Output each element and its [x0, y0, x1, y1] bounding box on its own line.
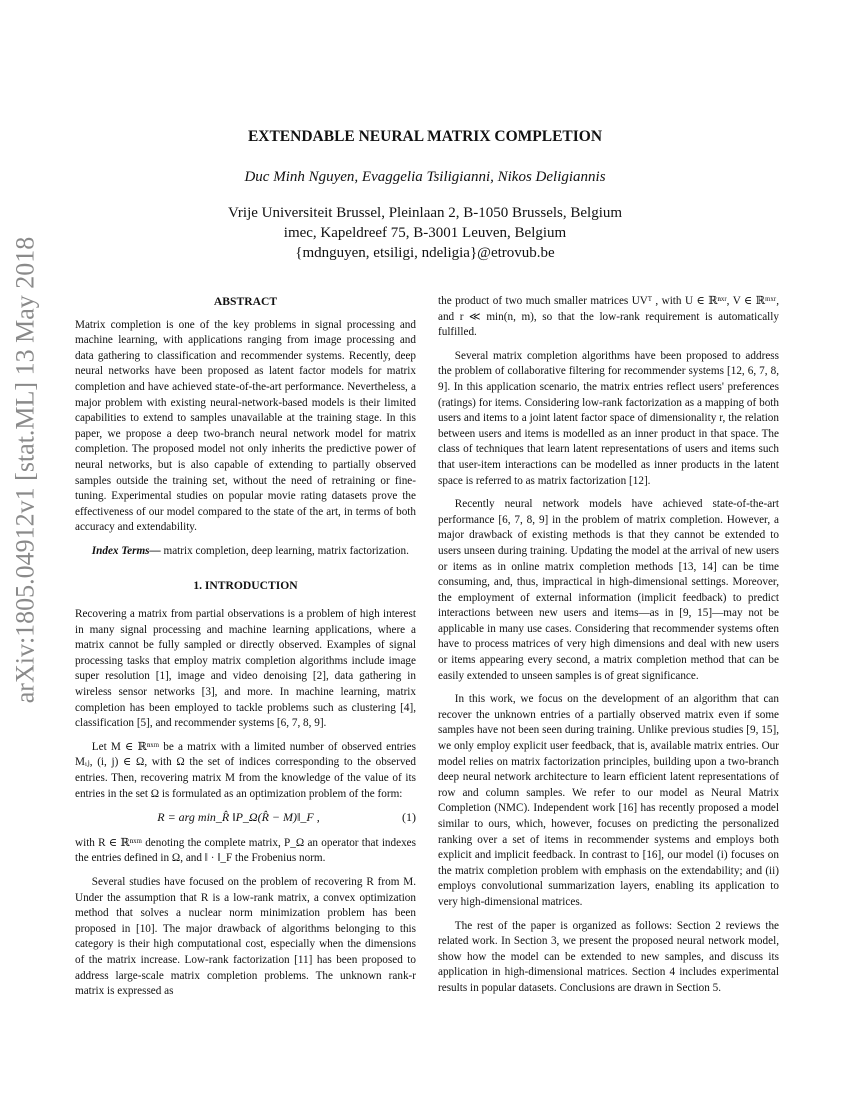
- equation-body: R = arg min_R̂ ‖P_Ω(R̂ − M)‖_F ,: [157, 810, 320, 825]
- index-terms-text: matrix completion, deep learning, matrix factorization.: [160, 544, 409, 557]
- paper-title: EXTENDABLE NEURAL MATRIX COMPLETION: [247, 128, 603, 145]
- right-paragraph-1: the product of two much smaller matrices UVᵀ , with U ∈ ℝⁿˣʳ, V ∈ ℝᵐˣʳ, and r ≪ min(n, m), so that the low-rank requirement is automatically fulfilled.: [438, 295, 779, 339]
- affiliation-emails: {mdnguyen, etsiligi, ndeligia}@etrovub.be: [295, 245, 555, 261]
- affiliation-line-1: Vrije Universiteit Brussel, Pleinlaan 2, B-1050 Brussels, Belgium: [227, 205, 623, 221]
- abstract-heading: ABSTRACT: [213, 295, 278, 308]
- arxiv-id: arXiv:1805.04912v1 [stat.ML] 13 May 2018: [10, 236, 40, 704]
- arxiv-stamp: [4, 236, 46, 704]
- left-column: [75, 294, 416, 1008]
- affiliation-line-2: imec, Kapeldreef 75, B-3001 Leuven, Belgium: [283, 225, 567, 241]
- right-paragraph-3: Recently neural network models have achieved state-of-the-art performance [6, 7, 8, 9] in the problem of matrix completion. However, a major drawback of existing methods is that they cannot be extended to users unseen during training. Updating the model at the arrival of new users or items as in online matrix completion methods [13, 14] can be time consuming, and, thus, impractical in high-dimensional settings. Moreover, the employment of external information (implicit feedback) to predict interactions between new users and items—as in [9, 15]—may not be applicable in many use cases. Considering that recommender systems often have to process matrices of very high dimensions and deal with new users or items appearing every second, a matrix completion method that can be easily extended to unseen samples is of great significance.: [438, 498, 779, 682]
- intro-paragraph-3: with R ∈ ℝⁿˣᵐ denoting the complete matrix, P_Ω an operator that indexes the entries defined in Ω, and ‖ · ‖_F the Frobenius norm.: [75, 836, 416, 865]
- intro-heading: 1. INTRODUCTION: [193, 578, 298, 592]
- right-paragraph-2: Several matrix completion algorithms have been proposed to address the problem of collaborative filtering for recommender systems [12, 6, 7, 8, 9]. In this application scenario, the matrix entries reflect users' preferences (ratings) for items. Considering low-rank factorization as a mapping of both users and items to a joint latent factor space of dimensionality r, the relation between users and items is modelled as an inner product in that space. The class of techniques that learn latent representations of users and items such that user-item interactions can be modelled as inner products in the latent space is referred to as matrix factorization [12].: [438, 349, 779, 487]
- equation-number: (1): [402, 810, 416, 825]
- affiliation-block: [0, 203, 850, 263]
- intro-paragraph-2: Let M ∈ ℝⁿˣᵐ be a matrix with a limited number of observed entries Mᵢⱼ, (i, j) ∈ Ω, with Ω the set of indices corresponding to the observed entries. Then, recovering matrix M from the knowledge of the value of its entries in the set Ω is formulated as an optimization problem of the form:: [75, 740, 416, 800]
- intro-paragraph-4: Several studies have focused on the problem of recovering R from M. Under the assumption that R is a low-rank matrix, a convex optimization method that solves a nuclear norm minimization problem has been proposed in [10]. The major drawback of algorithms belonging to this category is their high computational cost, especially when the dimensions of the matrix increase. Low-rank factorization [11] has been proposed to address large-scale matrix completion problems. The unknown rank-r matrix is expressed as: [75, 876, 416, 998]
- right-column: [438, 294, 779, 1005]
- intro-paragraph-1: Recovering a matrix from partial observations is a problem of high interest in many signal processing and machine learning applications, where a matrix cannot be fully sampled or directly observed. Examples of signal processing tasks that employ matrix completion algorithms include image super resolution [1], image and video denoising [2], data gathering in wireless sensor networks [3], and more. In machine learning, matrix completion has been employed to tackle problems such as clustering [4], classification [5], and recommender systems [6, 7, 8, 9].: [75, 608, 416, 730]
- abstract-text: Matrix completion is one of the key problems in signal processing and machine learning, with applications ranging from image processing and data gathering to classification and recommender systems. Recently, deep neural networks have been proposed as latent factor models for matrix completion and have achieved state-of-the-art performance. Nevertheless, a major problem with existing neural-network-based models is their limited capabilities to extend to samples unavailable at the training stage. In this paper, we propose a deep two-branch neural network model for matrix completion. The proposed model not only inherits the predictive power of neural networks, but is also capable of extending to partially observed samples outside the training set, without the need of retraining or fine-tuning. Experimental studies on popular movie rating datasets prove the effectiveness of our model compared to the state of the art, in terms of both accuracy and extendability.: [75, 318, 416, 534]
- right-paragraph-5: The rest of the paper is organized as follows: Section 2 reviews the related work. In Section 3, we present the proposed neural network model, show how the model can be extended to new samples, and discuss its application in high-dimensional matrices. Section 4 includes experimental results in popular datasets. Conclusions are drawn in Section 5.: [438, 919, 779, 994]
- index-terms-label: Index Terms—: [91, 544, 161, 557]
- right-paragraph-4: In this work, we focus on the development of an algorithm that can recover the unknown entries of a partially observed matrix even if some samples have not been seen during training. Unlike previous studies [9, 15], we only employ explicit user feedback, that is, available matrix entries. Our model relies on matrix factorization principles, building upon a two-branch deep neural network architecture to learn efficient latent representations of row and column samples. We refer to our model as Neural Matrix Completion (NMC). Independent work [16] has recently proposed a model similar to ours, which, however, focuses on predicting the personalized ranking over a set of items in recommender systems and employs both explicit and implicit feedback. In contrast to [16], our model (i) focuses on the matrix completion problem with emphasis on the extendability; and (ii) employs convolutional summarization layers, enabling its application to very high-dimensional matrices.: [438, 693, 779, 908]
- author-list: Duc Minh Nguyen, Evaggelia Tsiligianni, Nikos Deligiannis: [244, 169, 606, 185]
- equation-1: [75, 810, 416, 826]
- index-terms: [75, 544, 416, 560]
